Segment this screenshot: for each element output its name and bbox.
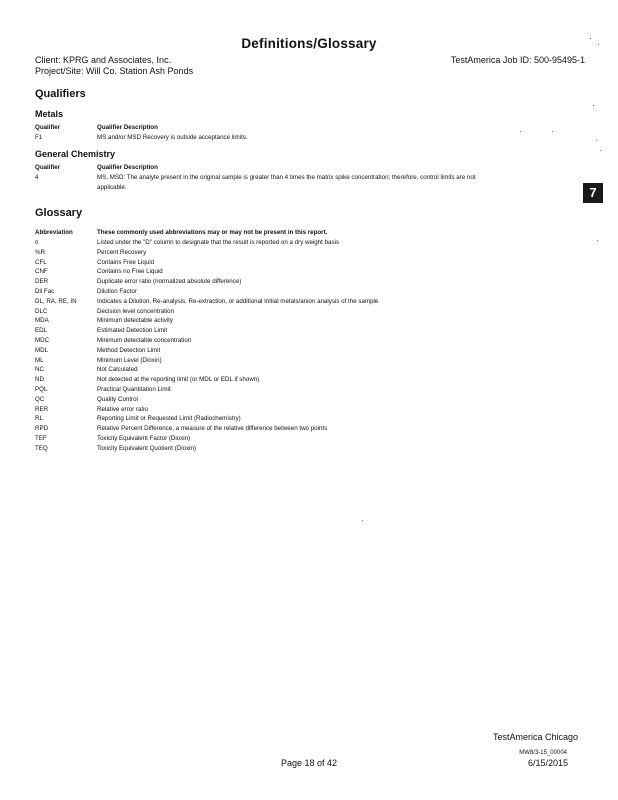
glossary-abbreviation: DL, RA, RE, IN (35, 297, 77, 305)
table-row (35, 258, 555, 268)
glossary-description: Reporting Limit or Requested Limit (Radiochemistry) (97, 415, 241, 423)
glossary-description: Minimum Level (Dioxin) (97, 356, 162, 364)
metals-description-header: Qualifier Description (97, 124, 158, 131)
glossary-table (35, 238, 555, 454)
table-row (35, 434, 555, 444)
metals-qualifier-header: Qualifier (35, 124, 61, 131)
glossary-abbreviation: MDA (35, 317, 49, 325)
glossary-abbreviation: QC (35, 395, 45, 403)
glossary-description: Duplicate error ratio (normalized absolute difference) (97, 278, 242, 286)
genchem-qualifier-cell: 4 (35, 174, 39, 181)
project-site: Project/Site: Will Co. Station Ash Ponds (35, 66, 194, 76)
scan-speck (598, 44, 599, 45)
glossary-abbreviation: TEF (35, 434, 47, 442)
table-row (35, 287, 555, 297)
scan-speck (597, 240, 598, 241)
glossary-abbreviation: %R (35, 248, 45, 256)
glossary-abbreviation: EDL (35, 327, 48, 335)
glossary-abbreviation: RL (35, 415, 43, 423)
glossary-description: Dilution Factor (97, 287, 137, 295)
metals-heading: Metals (35, 109, 64, 119)
glossary-description: Not Calculated (97, 366, 138, 374)
scan-speck (596, 140, 597, 141)
glossary-description: Not detected at the reporting limit (or MDL or EDL if shown) (97, 376, 260, 384)
table-row (35, 277, 555, 287)
footer-lab: TestAmerica Chicago (492, 732, 578, 742)
client-name: Client: KPRG and Associates, Inc. (35, 55, 172, 65)
metals-qualifier-cell: F1 (35, 134, 43, 141)
table-row (35, 414, 555, 424)
glossary-abbreviation: ML (35, 356, 44, 364)
table-row (35, 405, 555, 415)
table-row (35, 297, 555, 307)
glossary-description: Contains no Free Liquid (97, 268, 163, 276)
page-title: Definitions/Glossary (241, 36, 377, 51)
genchem-description-line2: applicable. (97, 183, 127, 191)
scan-speck (593, 105, 594, 106)
glossary-description: Relative error ratio (97, 405, 148, 413)
genchem-description-header: Qualifier Description (97, 164, 158, 171)
metals-description-cell: MS and/or MSD Recovery is outside acceptance limits. (97, 134, 248, 141)
glossary-abbreviation: DER (35, 278, 49, 286)
glossary-abbreviation: NC (35, 366, 44, 374)
glossary-description: Contains Free Liquid (97, 258, 155, 266)
glossary-description: Quality Control (97, 395, 138, 403)
table-row (35, 365, 555, 375)
footer-page-number: Page 18 of 42 (280, 758, 338, 768)
glossary-description: Relative Percent Difference, a measure of the relative difference between two points (97, 425, 328, 433)
table-row (35, 424, 555, 434)
table-row (35, 346, 555, 356)
table-row (35, 248, 555, 258)
glossary-abbreviation: CNF (35, 268, 48, 276)
glossary-abbreviation-header: Abbreviation (35, 229, 73, 236)
table-row (35, 267, 555, 277)
table-row (35, 375, 555, 385)
glossary-abbreviation: RPD (35, 425, 49, 433)
scan-speck (552, 131, 553, 132)
glossary-abbreviation: MDL (35, 346, 49, 354)
glossary-description: Toxicity Equivalent Quotient (Dioxin) (97, 444, 197, 452)
genchem-description-cell (97, 173, 577, 193)
table-row (35, 385, 555, 395)
table-row (35, 307, 555, 317)
glossary-abbreviation: RER (35, 405, 49, 413)
glossary-description: Estimated Detection Limit (97, 327, 168, 335)
glossary-description: Toxicity Equivalent Factor (Dioxin) (97, 434, 191, 442)
glossary-abbreviation: ¤ (35, 239, 39, 246)
glossary-abbreviation: Dil Fac (35, 287, 55, 295)
footer-date: 6/15/2015 (527, 758, 568, 768)
genchem-qualifier-header: Qualifier (35, 164, 61, 171)
glossary-abbreviation: ND (35, 376, 44, 384)
job-id: TestAmerica Job ID: 500-95495-1 (450, 55, 585, 65)
glossary-abbreviation: MDC (35, 336, 50, 344)
table-row (35, 316, 555, 326)
glossary-description: Decision level concentration (97, 307, 175, 315)
table-row (35, 395, 555, 405)
glossary-description: Minimum detectable activity (97, 317, 173, 325)
glossary-heading: Glossary (35, 207, 83, 219)
glossary-description: Indicates a Dilution, Re-analysis, Re-extraction, or additional Initial metals/anion analysis of the sample (97, 297, 379, 305)
glossary-abbreviation: DLC (35, 307, 48, 315)
glossary-description-header: These commonly used abbreviations may or may not be present in this report. (97, 229, 328, 236)
table-row (35, 238, 555, 248)
glossary-description: Practical Quantitation Limit (97, 385, 171, 393)
glossary-description: Method Detection Limit (97, 346, 161, 354)
qualifiers-heading: Qualifiers (35, 88, 86, 100)
table-row (35, 326, 555, 336)
glossary-description: Listed under the "D" column to designate that the result is reported on a dry weight basis (97, 239, 340, 246)
table-row (35, 356, 555, 366)
glossary-description: Percent Recovery (97, 248, 147, 256)
scan-speck (362, 520, 363, 521)
glossary-abbreviation: PQL (35, 385, 48, 393)
section-tab-7: 7 (583, 183, 603, 203)
table-row (35, 336, 555, 346)
genchem-description-line1: MS, MSD: The analyte present in the original sample is greater than 4 times the matrix spike concentration; therefore, control limits are not (97, 174, 476, 181)
glossary-abbreviation: CFL (35, 258, 47, 266)
scan-speck (600, 150, 601, 151)
scan-speck (520, 131, 521, 132)
footer-doc-id: MW8/3-15_00004 (519, 750, 567, 756)
glossary-description: Minimum detectable concentration (97, 336, 192, 344)
glossary-abbreviation: TEQ (35, 444, 48, 452)
scan-speck (590, 38, 591, 39)
general-chemistry-heading: General Chemistry (35, 149, 116, 159)
table-row (35, 444, 555, 454)
